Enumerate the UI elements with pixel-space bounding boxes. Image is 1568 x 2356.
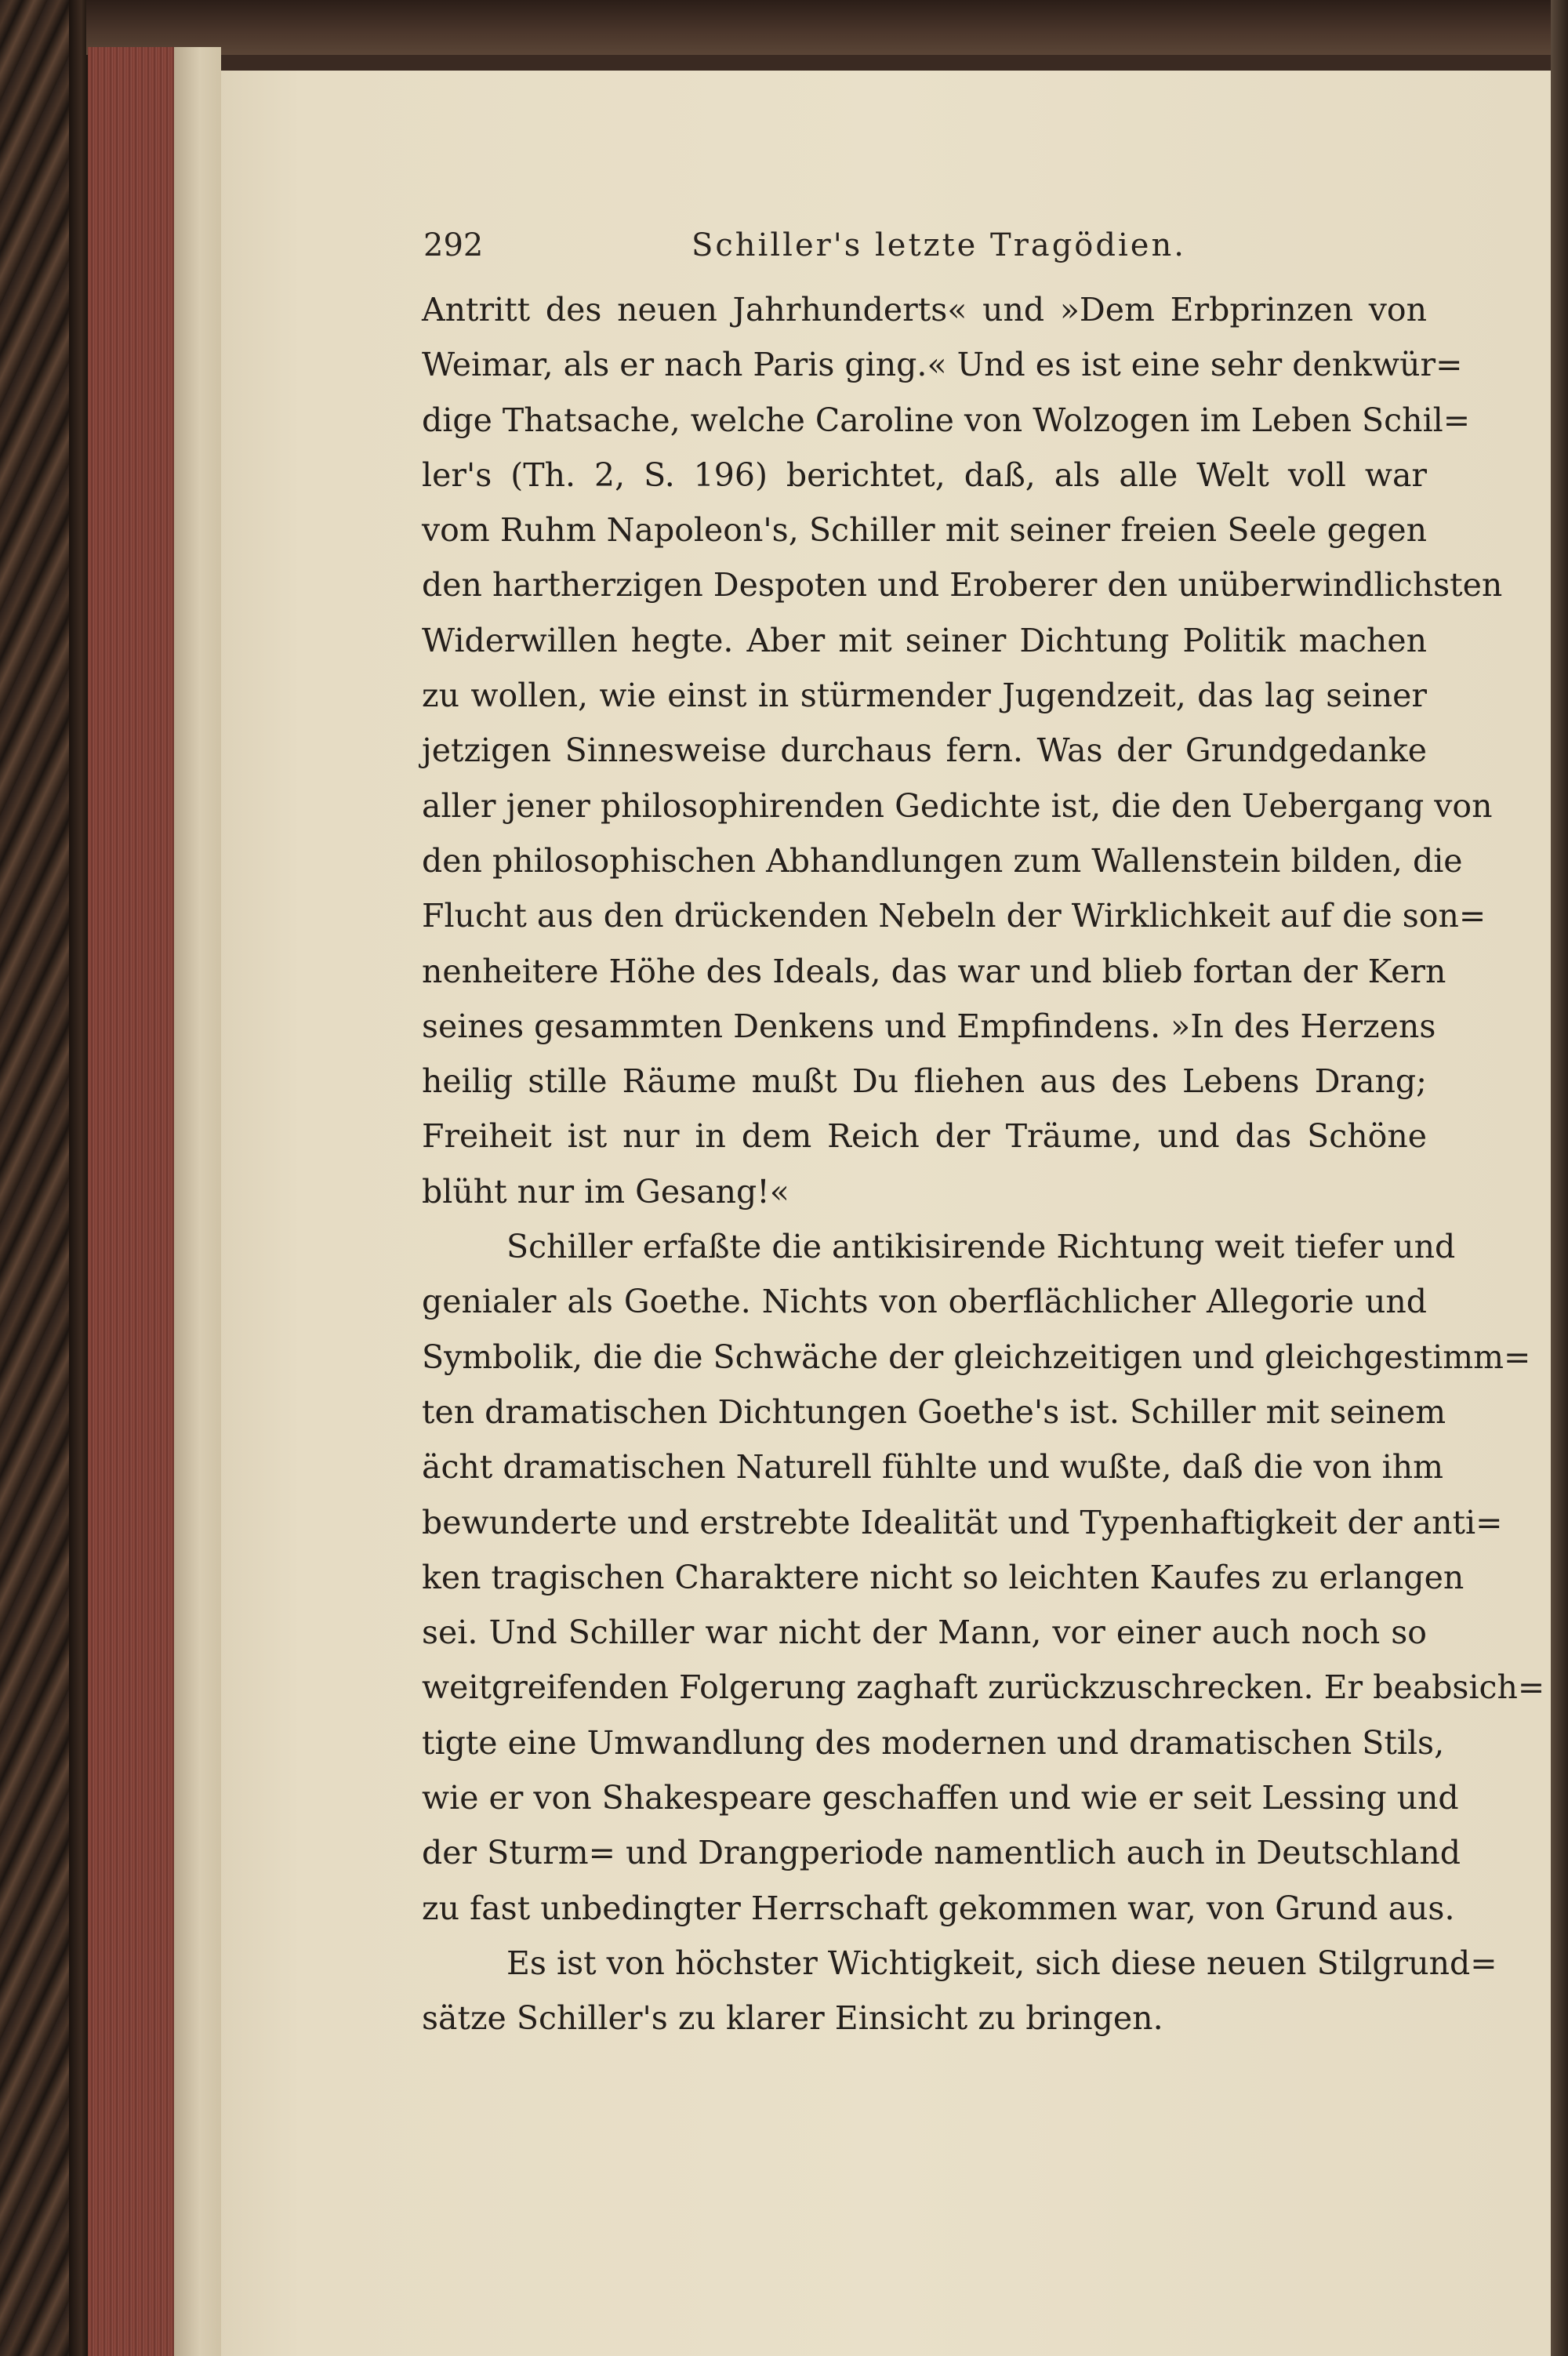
text-line: sätze Schiller's zu klarer Einsicht zu bringen. (422, 1999, 1163, 2038)
page-number: 292 (423, 227, 484, 263)
text-line: tigte eine Umwandlung des modernen und dramatischen Stils, (422, 1723, 1445, 1762)
text-line: den hartherzigen Despoten und Eroberer den unüberwindlichsten (422, 566, 1503, 604)
text-line: Symbolik, die die Schwäche der gleichzeitigen und gleichgestimm= (422, 1338, 1531, 1376)
text-line: zu wollen, wie einst in stürmender Jugendzeit, das lag seiner (422, 677, 1427, 715)
text-line: zu fast unbedingter Herrschaft gekommen war, von Grund aus. (422, 1889, 1455, 1927)
text-line: vom Ruhm Napoleon's, Schiller mit seiner freien Seele gegen (422, 511, 1427, 550)
text-line: Weimar, als er nach Paris ging.« Und es ist eine sehr denkwür= (422, 346, 1463, 384)
text-line: ächt dramatischen Naturell fühlte und wußte, daß die von ihm (422, 1448, 1444, 1487)
text-line: ken tragischen Charaktere nicht so leichten Kaufes zu erlangen (422, 1558, 1465, 1596)
text-line: weitgreifenden Folgerung zaghaft zurückzuschrecken. Er beabsich= (422, 1668, 1545, 1707)
text-line: der Sturm= und Drangperiode namentlich auch in Deutschland (422, 1834, 1461, 1872)
text-line: aller jener philosophirenden Gedichte ist, die den Uebergang von (422, 786, 1493, 825)
text-line: Flucht aus den drückenden Nebeln der Wirklichkeit auf die son= (422, 897, 1486, 935)
book-cover-top (86, 0, 1568, 55)
text-line: jetzigen Sinnesweise durchaus fern. Was der Grundgedanke (422, 731, 1427, 770)
text-line: heilig stille Räume mußt Du fliehen aus des Lebens Drang; (422, 1062, 1427, 1101)
text-line: nenheitere Höhe des Ideals, das war und blieb fortan der Kern (422, 952, 1446, 990)
text-line: ten dramatischen Dichtungen Goethe's ist. Schiller mit seinem (422, 1392, 1446, 1431)
running-head: Schiller's letzte Tragödien. (691, 227, 1186, 263)
text-line: Schiller erfaßte die antikisirende Richtung weit tiefer und (506, 1228, 1456, 1266)
binding-edge (69, 0, 89, 2356)
text-line: dige Thatsache, welche Caroline von Wolzogen im Leben Schil= (422, 401, 1471, 439)
text-line: blüht nur im Gesang!« (422, 1172, 789, 1211)
text-line: Widerwillen hegte. Aber mit seiner Dichtung Politik machen (422, 621, 1427, 659)
text-line: Antritt des neuen Jahrhunderts« und »Dem Erbprinzen von (422, 291, 1427, 329)
text-line: ler's (Th. 2, S. 196) berichtet, daß, als alle Welt voll war (422, 456, 1427, 494)
text-line: den philosophischen Abhandlungen zum Wallenstein bilden, die (422, 841, 1463, 880)
book-page (221, 71, 1551, 2356)
page-header (423, 214, 1411, 277)
page-edges (88, 47, 182, 2356)
body-text (422, 282, 1545, 2046)
right-edge (1551, 0, 1568, 2356)
page-gutter (174, 47, 221, 2356)
text-line: bewunderte und erstrebte Idealität und Typenhaftigkeit der anti= (422, 1503, 1503, 1541)
text-line: Freiheit ist nur in dem Reich der Träume, und das Schöne (422, 1117, 1427, 1156)
text-line: seines gesammten Denkens und Empfindens. »In des Herzens (422, 1007, 1436, 1045)
text-line: genialer als Goethe. Nichts von oberflächlicher Allegorie und (422, 1283, 1427, 1321)
text-line: Es ist von höchster Wichtigkeit, sich diese neuen Stilgrund= (506, 1944, 1497, 1982)
text-line: wie er von Shakespeare geschaffen und wie er seit Lessing und (422, 1779, 1459, 1817)
text-line: sei. Und Schiller war nicht der Mann, vor einer auch noch so (422, 1614, 1427, 1652)
